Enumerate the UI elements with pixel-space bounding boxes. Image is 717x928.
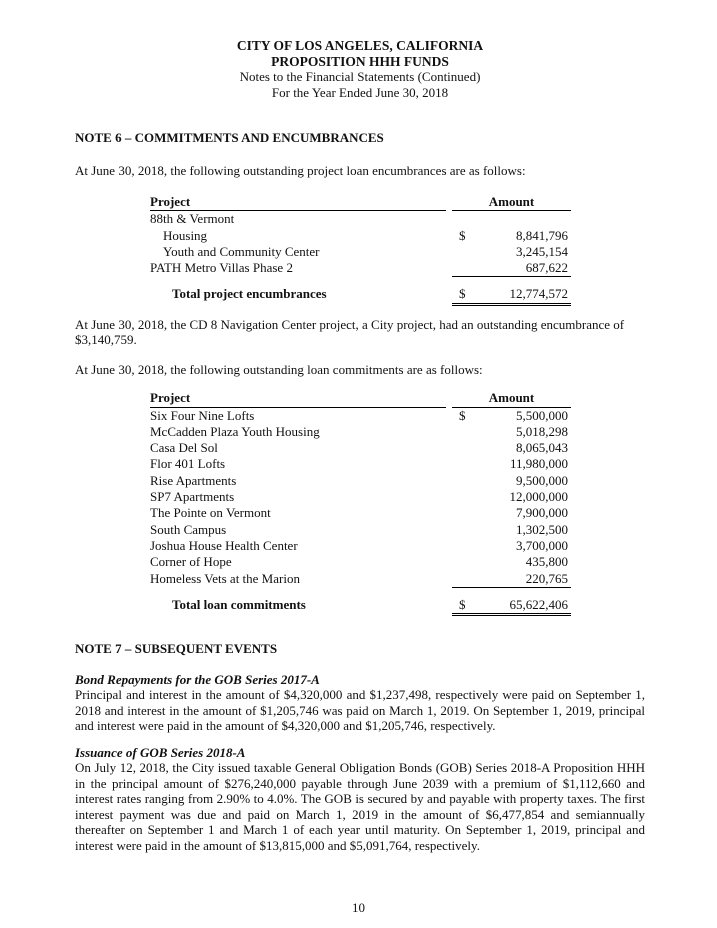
amount-value: 3,245,154 <box>516 243 568 259</box>
total-amount-cell <box>452 597 571 616</box>
table-row <box>150 571 571 588</box>
table-row <box>150 440 571 456</box>
table-total-row <box>150 286 571 305</box>
amount-value: 12,000,000 <box>509 489 568 505</box>
cd8-navigation-paragraph: At June 30, 2018, the CD 8 Navigation Center project, a City project, had an outstanding encumbrance of $3,140,759. <box>75 316 625 348</box>
project-name: Joshua House Health Center <box>150 537 298 553</box>
amount-cell <box>452 473 571 489</box>
table-row <box>150 408 571 424</box>
total-amount-cell <box>452 286 571 305</box>
encumbrances-table <box>150 194 571 306</box>
note6-intro-commitments: At June 30, 2018, the following outstanding loan commitments are as follows: <box>75 361 483 377</box>
amount-cell <box>452 522 571 538</box>
project-name: 88th & Vermont <box>150 211 235 227</box>
table-row <box>150 228 571 244</box>
note7-title: NOTE 7 – SUBSEQUENT EVENTS <box>75 641 278 657</box>
amount-cell <box>452 424 571 440</box>
project-name: Flor 401 Lofts <box>150 456 226 472</box>
table-row <box>150 456 571 472</box>
amount-value: 687,622 <box>525 260 568 276</box>
project-name: Casa Del Sol <box>150 440 218 456</box>
amount-cell <box>452 408 571 424</box>
project-name: Youth and Community Center <box>163 243 320 259</box>
project-name: The Pointe on Vermont <box>150 505 271 521</box>
amount-value: 3,700,000 <box>516 537 568 553</box>
header-notes-line: Notes to the Financial Statements (Continued) <box>239 69 481 84</box>
table-header-row <box>150 194 571 211</box>
amount-cell <box>452 571 571 588</box>
note6-intro-encumbrances: At June 30, 2018, the following outstanding project loan encumbrances are as follows: <box>75 162 526 178</box>
amount-cell <box>452 260 571 277</box>
table-row <box>150 260 571 277</box>
amount-cell <box>452 228 571 244</box>
total-label: Total loan commitments <box>172 596 306 612</box>
table-row <box>150 244 571 260</box>
table-body <box>150 408 571 588</box>
amount-value: 11,980,000 <box>509 456 568 472</box>
amount-value: 5,500,000 <box>516 407 568 423</box>
amount-value: 1,302,500 <box>516 521 568 537</box>
loan-commitments-table <box>150 390 571 616</box>
amount-cell <box>452 440 571 456</box>
header-city-line: CITY OF LOS ANGELES, CALIFORNIA <box>236 38 484 53</box>
amount-cell <box>452 554 571 570</box>
header-fund-line: PROPOSITION HHH FUNDS <box>271 53 449 69</box>
dollar-sign: $ <box>459 227 466 243</box>
project-name: Homeless Vets at the Marion <box>150 570 300 586</box>
issuance-paragraph: On July 12, 2018, the City issued taxable General Obligation Bonds (GOB) Series 2018-A Proposition HHH in the principal amount of $276,240,000 payable through June 2039 with a premium of $1,112,660 and interest rates ranging from 2.90% to 4.0%. The GOB is secured by and payable with property taxes. The first interest payment was due and paid on March 1, 2019 in the amount of $6,477,854 and semiannually thereafter on September 1 and March 1 of each year until maturity. On September 1, 2019, principal and interest were paid in the amount of $13,815,000 and $5,091,764, respectively. <box>75 760 645 853</box>
amount-value: 220,765 <box>525 570 568 586</box>
project-name: PATH Metro Villas Phase 2 <box>150 260 293 276</box>
table-row <box>150 211 571 227</box>
document-header <box>75 38 645 100</box>
header-year-line: For the Year Ended June 30, 2018 <box>271 84 449 100</box>
dollar-sign: $ <box>459 596 466 612</box>
issuance-subtitle: Issuance of GOB Series 2018-A <box>75 744 246 760</box>
amount-value: 435,800 <box>525 554 568 570</box>
amount-cell <box>452 538 571 554</box>
table-header-row <box>150 390 571 407</box>
table-total-row <box>150 597 571 616</box>
total-label: Total project encumbrances <box>172 286 327 302</box>
amount-value: 8,841,796 <box>516 227 568 243</box>
amount-cell <box>452 489 571 505</box>
project-name: McCadden Plaza Youth Housing <box>150 423 320 439</box>
project-name: Six Four Nine Lofts <box>150 407 255 423</box>
table-row <box>150 489 571 505</box>
table-row <box>150 538 571 554</box>
table-row <box>150 424 571 440</box>
dollar-sign: $ <box>459 286 466 302</box>
bond-repayments-paragraph: Principal and interest in the amount of $4,320,000 and $1,237,498, respectively were paid on September 1, 2018 and interest in the amount of $1,205,746 was paid on March 1, 2019. On September 1, 2019, principal and interest were paid in the amount of $4,320,000 and $1,205,746, respectively. <box>75 687 645 734</box>
project-name: SP7 Apartments <box>150 489 235 505</box>
note6-title: NOTE 6 – COMMITMENTS AND ENCUMBRANCES <box>75 130 384 145</box>
amount-value: 8,065,043 <box>516 440 568 456</box>
table-row <box>150 473 571 489</box>
amount-cell <box>452 211 571 227</box>
table-body <box>150 211 571 277</box>
table-row <box>150 522 571 538</box>
table-row <box>150 554 571 570</box>
project-column-header: Project <box>150 194 446 211</box>
amount-value: 5,018,298 <box>516 423 568 439</box>
dollar-sign: $ <box>459 407 466 423</box>
amount-cell <box>452 505 571 521</box>
bond-repayments-subtitle: Bond Repayments for the GOB Series 2017-A <box>75 671 320 687</box>
project-name: Corner of Hope <box>150 554 232 570</box>
amount-column-header: Amount <box>452 390 571 407</box>
amount-cell <box>452 456 571 472</box>
amount-value: 7,900,000 <box>516 505 568 521</box>
total-amount-value: 65,622,406 <box>509 596 568 612</box>
project-name: South Campus <box>150 521 227 537</box>
amount-value: 9,500,000 <box>516 472 568 488</box>
total-amount-value: 12,774,572 <box>509 286 568 302</box>
amount-cell <box>452 244 571 260</box>
project-name: Rise Apartments <box>150 472 237 488</box>
amount-column-header: Amount <box>452 194 571 211</box>
project-column-header: Project <box>150 390 446 407</box>
table-row <box>150 505 571 521</box>
project-name: Housing <box>163 227 208 243</box>
page-number: 10 <box>352 899 365 915</box>
